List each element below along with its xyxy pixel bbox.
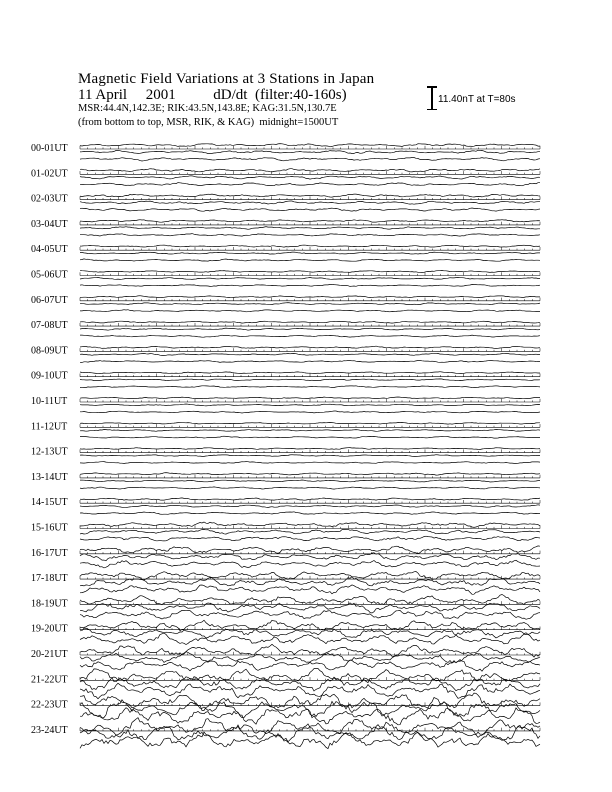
trace-msr bbox=[80, 436, 540, 438]
quantity-label: dD/dt bbox=[213, 87, 248, 103]
trace-msr bbox=[80, 660, 540, 672]
hour-label: 05-06UT bbox=[31, 269, 68, 281]
trace-rik bbox=[80, 505, 540, 508]
hour-label: 11-12UT bbox=[31, 421, 68, 433]
trace-rik bbox=[80, 379, 540, 381]
trace-kag bbox=[80, 321, 540, 323]
trace-msr bbox=[80, 462, 540, 464]
trace-rik bbox=[80, 455, 540, 457]
station-order-note: (from bottom to top, MSR, RIK, & KAG) midnight=1500UT bbox=[78, 117, 339, 128]
station-coordinates: MSR:44.4N,142.3E; RIK:43.5N,143.8E; KAG:31.5N,130.7E bbox=[78, 103, 337, 114]
hour-label: 18-19UT bbox=[31, 598, 68, 610]
trace-msr bbox=[80, 361, 540, 363]
trace-msr bbox=[80, 208, 540, 211]
trace-kag bbox=[80, 346, 540, 348]
trace-msr bbox=[80, 633, 540, 644]
trace-msr bbox=[80, 487, 540, 489]
filter-label: (filter:40-160s) bbox=[254, 87, 347, 103]
trace-kag bbox=[80, 448, 540, 450]
hour-label: 21-22UT bbox=[31, 674, 68, 686]
chart-title: Magnetic Field Variations at 3 Stations in Japan bbox=[78, 71, 375, 87]
trace-kag bbox=[80, 422, 540, 424]
trace-kag bbox=[80, 296, 540, 298]
trace-rik bbox=[80, 176, 540, 179]
trace-kag bbox=[80, 397, 540, 399]
hour-label: 16-17UT bbox=[31, 547, 68, 559]
trace-msr bbox=[80, 183, 540, 186]
trace-kag bbox=[80, 372, 540, 374]
trace-rik bbox=[80, 252, 540, 254]
trace-rik bbox=[80, 404, 540, 406]
trace-rik bbox=[80, 303, 540, 305]
trace-rik bbox=[80, 328, 540, 330]
trace-kag bbox=[80, 498, 540, 500]
hour-label: 07-08UT bbox=[31, 320, 68, 332]
hour-label: 23-24UT bbox=[31, 724, 68, 736]
trace-kag bbox=[80, 245, 540, 247]
amplitude-scale-label: 11.40nT at T=80s bbox=[438, 94, 516, 105]
trace-msr bbox=[80, 386, 540, 388]
trace-kag bbox=[80, 693, 540, 710]
trace-msr bbox=[80, 259, 540, 261]
trace-rik bbox=[80, 150, 540, 153]
trace-msr bbox=[80, 335, 540, 337]
hour-label: 12-13UT bbox=[31, 446, 68, 458]
trace-rik bbox=[80, 353, 540, 355]
trace-rik bbox=[80, 201, 540, 204]
trace-msr bbox=[80, 585, 540, 594]
trace-msr bbox=[80, 411, 540, 413]
trace-rik bbox=[80, 227, 540, 230]
hour-label: 13-14UT bbox=[31, 471, 68, 483]
trace-rik bbox=[80, 277, 540, 279]
trace-kag bbox=[80, 270, 540, 272]
trace-msr bbox=[80, 234, 540, 237]
hour-label: 22-23UT bbox=[31, 699, 68, 711]
hour-label: 20-21UT bbox=[31, 649, 68, 660]
trace-msr bbox=[80, 732, 540, 749]
hour-label: 15-16UT bbox=[31, 522, 68, 534]
trace-msr bbox=[80, 284, 540, 286]
trace-rik bbox=[80, 480, 540, 482]
hour-label: 19-20UT bbox=[31, 623, 68, 635]
trace-msr bbox=[80, 610, 540, 619]
trace-msr bbox=[80, 560, 540, 568]
trace-rik bbox=[80, 529, 540, 534]
hour-label: 14-15UT bbox=[31, 497, 68, 509]
trace-msr bbox=[80, 512, 540, 515]
date-label: 11 April bbox=[78, 87, 128, 103]
hour-label: 01-02UT bbox=[31, 168, 68, 180]
hour-label: 00-01UT bbox=[31, 143, 68, 154]
trace-msr bbox=[80, 536, 540, 541]
trace-msr bbox=[80, 683, 540, 699]
hour-label: 03-04UT bbox=[31, 218, 68, 230]
trace-rik bbox=[80, 429, 540, 431]
trace-msr bbox=[80, 310, 540, 312]
hour-label: 17-18UT bbox=[31, 573, 68, 585]
year-label: 2001 bbox=[145, 87, 176, 103]
trace-msr bbox=[80, 708, 540, 725]
hour-label: 04-05UT bbox=[31, 244, 68, 256]
hour-label: 09-10UT bbox=[31, 370, 68, 382]
hour-label: 06-07UT bbox=[31, 294, 68, 306]
hour-label: 02-03UT bbox=[31, 193, 68, 205]
hour-label: 10-11UT bbox=[31, 396, 68, 407]
trace-msr bbox=[80, 158, 540, 162]
hour-label: 08-09UT bbox=[31, 345, 68, 357]
